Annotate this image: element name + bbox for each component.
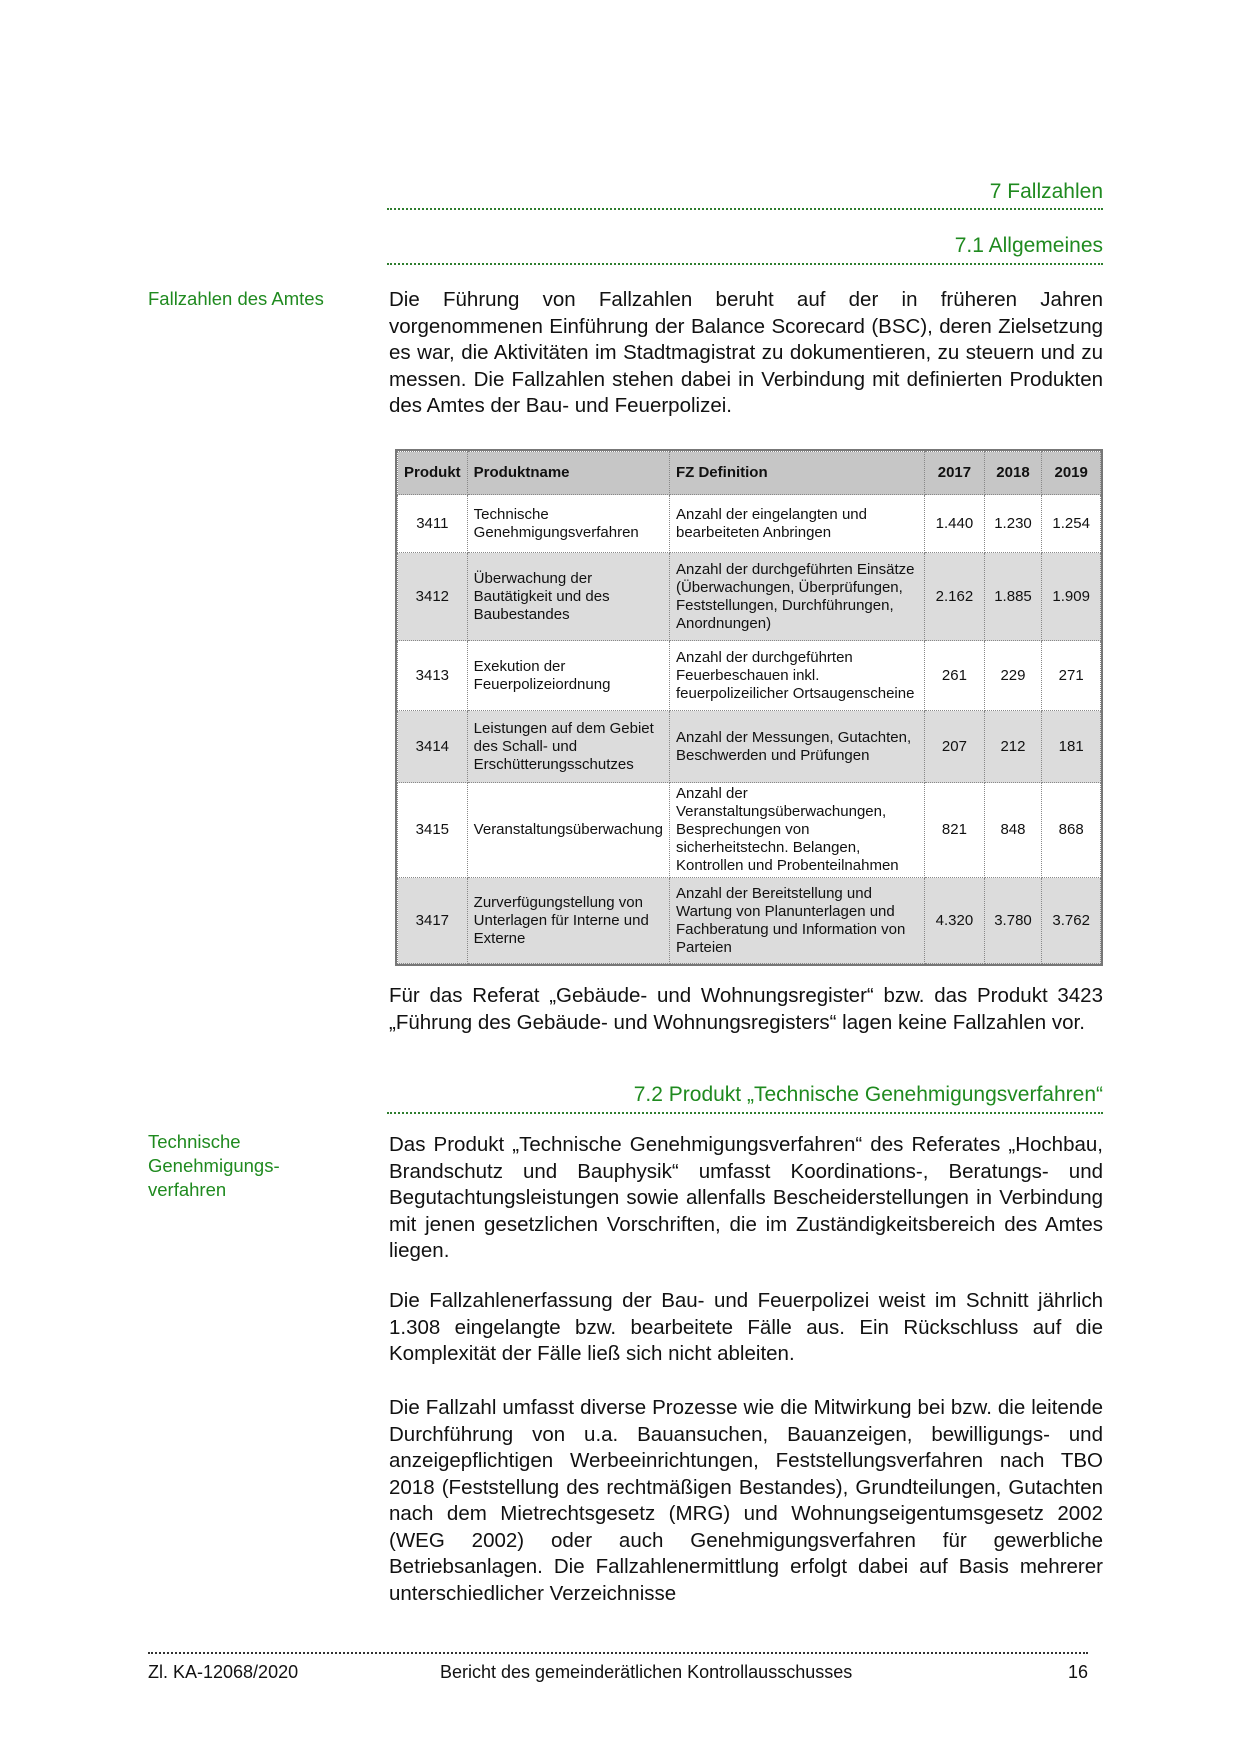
cell-2017: 261 — [925, 641, 984, 711]
table-row — [398, 711, 1101, 783]
paragraph-prozesse: Die Fallzahl umfasst diverse Prozesse wie die Mitwirkung bei bzw. die leitende Durchführung von u.a. Bauansuchen, Bauanzeigen, bewilligungs- und anzeigepflichtigen Werbeeinrichtungen, Feststellungsverfahren nach TBO 2018 (Feststellung des rechtmäßigen Bestandes), Grundteilungen, Gutachten nach dem Mietrechtsgesetz (MRG) und Wohnungseigentumsgesetz 2002 (WEG 2002) oder auch Genehmigungsverfahren für gewerbliche Betriebsanlagen. Die Fallzahlenermittlung erfolgt dabei auf Basis mehrerer unterschiedlicher Verzeichnisse — [389, 1396, 1103, 1605]
cell-definition: Anzahl der durchgeführten Feuerbeschauen inkl. feuerpolizeilicher Ortsaugenscheine — [669, 641, 924, 711]
cell-product-name: Zurverfügungstellung von Unterlagen für Interne und Externe — [467, 878, 669, 964]
cell-2017: 4.320 — [925, 878, 984, 964]
column-header-fz-definition: FZ Definition — [669, 452, 924, 495]
cell-product-code: 3411 — [398, 495, 468, 553]
cell-2018: 848 — [984, 783, 1042, 878]
cell-2017: 207 — [925, 711, 984, 783]
cell-2018: 3.780 — [984, 878, 1042, 964]
cell-2019: 271 — [1042, 641, 1101, 711]
cell-product-name: Leistungen auf dem Gebiet des Schall- und Erschütterungsschutzes — [467, 711, 669, 783]
paragraph-fallzahlenerfassung: Die Fallzahlenerfassung der Bau- und Feuerpolizei weist im Schnitt jährlich 1.308 eingelangte bzw. bearbeitete Fälle aus. Ein Rückschluss auf die Komplexität der Fälle ließ sich nicht ableiten. — [389, 1289, 1103, 1365]
table-row — [398, 783, 1101, 878]
table-row — [398, 878, 1101, 964]
cell-product-code: 3415 — [398, 783, 468, 878]
cell-2019: 3.762 — [1042, 878, 1101, 964]
section-heading-7-2: 7.2 Produkt „Technische Genehmigungsverfahren“ — [633, 1083, 1103, 1106]
cell-2019: 1.254 — [1042, 495, 1101, 553]
footer-reference: Zl. KA-12068/2020 — [148, 1662, 299, 1682]
table-row — [398, 495, 1101, 553]
cell-product-name: Technische Genehmigungsverfahren — [467, 495, 669, 553]
column-header-produkt: Produkt — [398, 452, 468, 495]
footer-title: Bericht des gemeinderätlichen Kontrollausschusses — [440, 1662, 853, 1682]
cell-2017: 2.162 — [925, 553, 984, 641]
cell-product-code: 3412 — [398, 553, 468, 641]
paragraph-produkt-description: Das Produkt „Technische Genehmigungsverfahren“ des Referates „Hochbau, Brandschutz und Bauphysik“ umfasst Koordinations-, Beratungs- und Begutachtungsleistungen sowie allenfalls Bescheiderstellungen in Verbindung mit jenen gesetzlichen Vorschriften, die im Zuständigkeitsbereich des Amtes liegen. — [389, 1133, 1103, 1262]
margin-note-technische-genehmigungsverfahren: Technische Genehmigungs-verfahren — [148, 1131, 280, 1200]
page-number: 16 — [1068, 1662, 1089, 1682]
column-header-2017: 2017 — [925, 452, 984, 495]
column-header-2018: 2018 — [984, 452, 1042, 495]
heading-divider — [387, 208, 1103, 210]
cell-2018: 1.885 — [984, 553, 1042, 641]
cell-2017: 821 — [925, 783, 984, 878]
chapter-heading: 7 Fallzahlen — [989, 180, 1103, 203]
table-header-row — [398, 452, 1101, 495]
cell-product-name: Veranstaltungsüberwachung — [467, 783, 669, 878]
cell-definition: Anzahl der Veranstaltungsüberwachungen, Besprechungen von sicherheitstechn. Belangen, Kontrollen und Probenteilnahmen — [669, 783, 924, 878]
cell-definition: Anzahl der durchgeführten Einsätze (Überwachungen, Überprüfungen, Feststellungen, Durchführungen, Anordnungen) — [669, 553, 924, 641]
cell-product-name: Exekution der Feuerpolizeiordnung — [467, 641, 669, 711]
heading-divider — [387, 263, 1103, 265]
column-header-2019: 2019 — [1042, 452, 1101, 495]
cell-definition: Anzahl der Messungen, Gutachten, Beschwerden und Prüfungen — [669, 711, 924, 783]
footer-divider — [148, 1652, 1088, 1654]
fallzahlen-table — [395, 449, 1103, 966]
cell-product-code: 3417 — [398, 878, 468, 964]
heading-divider — [387, 1112, 1103, 1114]
column-header-produktname: Produktname — [467, 452, 669, 495]
table-row — [398, 641, 1101, 711]
paragraph-gebaeuderegister: Für das Referat „Gebäude- und Wohnungsregister“ bzw. das Produkt 3423 „Führung des Gebäude- und Wohnungsregisters“ lagen keine Fallzahlen vor. — [389, 984, 1103, 1034]
cell-product-code: 3414 — [398, 711, 468, 783]
cell-2018: 1.230 — [984, 495, 1042, 553]
cell-definition: Anzahl der eingelangten und bearbeiteten Anbringen — [669, 495, 924, 553]
cell-2017: 1.440 — [925, 495, 984, 553]
cell-2018: 212 — [984, 711, 1042, 783]
margin-note-fallzahlen: Fallzahlen des Amtes — [148, 288, 324, 309]
cell-2018: 229 — [984, 641, 1042, 711]
cell-definition: Anzahl der Bereitstellung und Wartung von Planunterlagen und Fachberatung und Information von Parteien — [669, 878, 924, 964]
cell-2019: 868 — [1042, 783, 1101, 878]
section-heading-7-1: 7.1 Allgemeines — [954, 234, 1103, 257]
cell-product-code: 3413 — [398, 641, 468, 711]
paragraph-intro: Die Führung von Fallzahlen beruht auf der in früheren Jahren vorgenommenen Einführung der Balance Scorecard (BSC), deren Zielsetzung es war, die Aktivitäten im Stadtmagistrat zu dokumentieren, zu steuern und zu messen. Die Fallzahlen stehen dabei in Verbindung mit definierten Produkten des Amtes der Bau- und Feuerpolizei. — [389, 288, 1103, 417]
table-row — [398, 553, 1101, 641]
cell-2019: 181 — [1042, 711, 1101, 783]
cell-product-name: Überwachung der Bautätigkeit und des Baubestandes — [467, 553, 669, 641]
cell-2019: 1.909 — [1042, 553, 1101, 641]
